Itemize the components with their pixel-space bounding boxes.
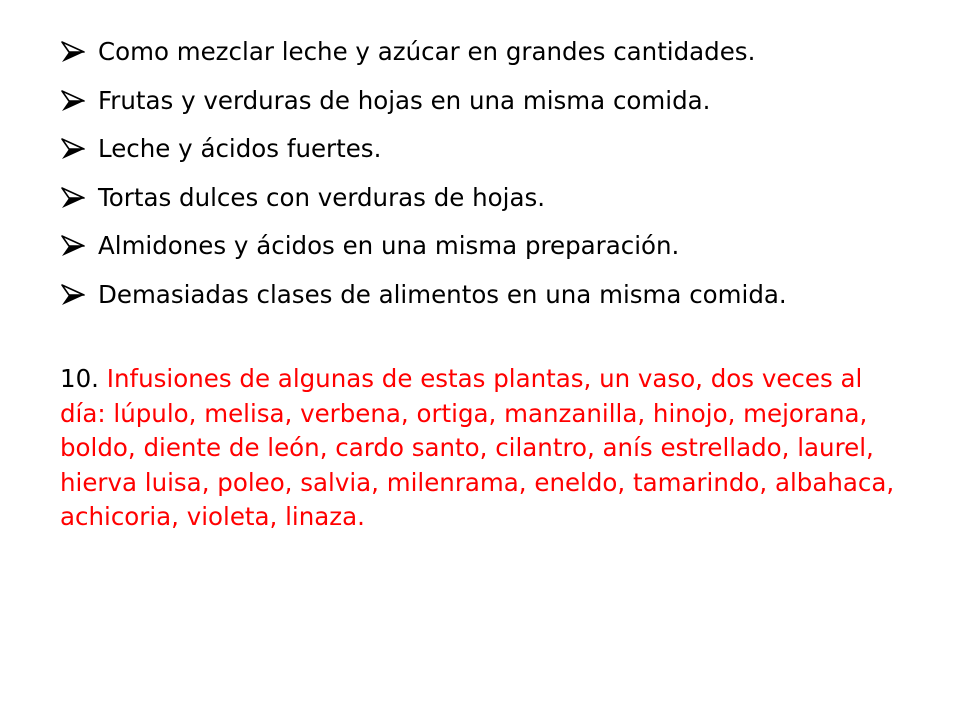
list-item xyxy=(60,222,940,271)
infusions-text: Infusiones de algunas de estas plantas, un vaso, dos veces al día: lúpulo, melisa, verbena, ortiga, manzanilla, hinojo, mejorana, boldo, diente de león, cardo santo, cilantro, anís estrellado, laurel, hierva luisa, poleo, salvia, milenrama, eneldo, tamarindo, albahaca, achicoria, violeta, linaza. xyxy=(60,364,895,531)
item-number: 10. xyxy=(60,364,99,393)
arrow-bullet-icon xyxy=(60,186,86,210)
bullet-text: Demasiadas clases de alimentos en una misma comida. xyxy=(98,279,787,309)
list-item xyxy=(60,28,940,77)
list-item xyxy=(60,271,940,320)
arrow-bullet-icon xyxy=(60,283,86,307)
bullet-text: Tortas dulces con verduras de hojas. xyxy=(98,182,546,212)
bullet-text: Frutas y verduras de hojas en una misma comida. xyxy=(98,85,711,115)
arrow-bullet-icon xyxy=(60,40,86,64)
list-item xyxy=(60,77,940,126)
arrow-bullet-icon xyxy=(60,234,86,258)
bullet-text: Almidones y ácidos en una misma preparación. xyxy=(98,231,680,260)
list-item xyxy=(60,125,940,174)
arrow-bullet-icon xyxy=(60,89,86,113)
bullet-text: Leche y ácidos fuertes. xyxy=(98,134,382,163)
bullet-text: Como mezclar leche y azúcar en grandes cantidades. xyxy=(98,37,756,66)
numbered-item-10 xyxy=(60,362,900,535)
bullet-list xyxy=(60,28,940,319)
list-item xyxy=(60,174,940,223)
arrow-bullet-icon xyxy=(60,137,86,161)
